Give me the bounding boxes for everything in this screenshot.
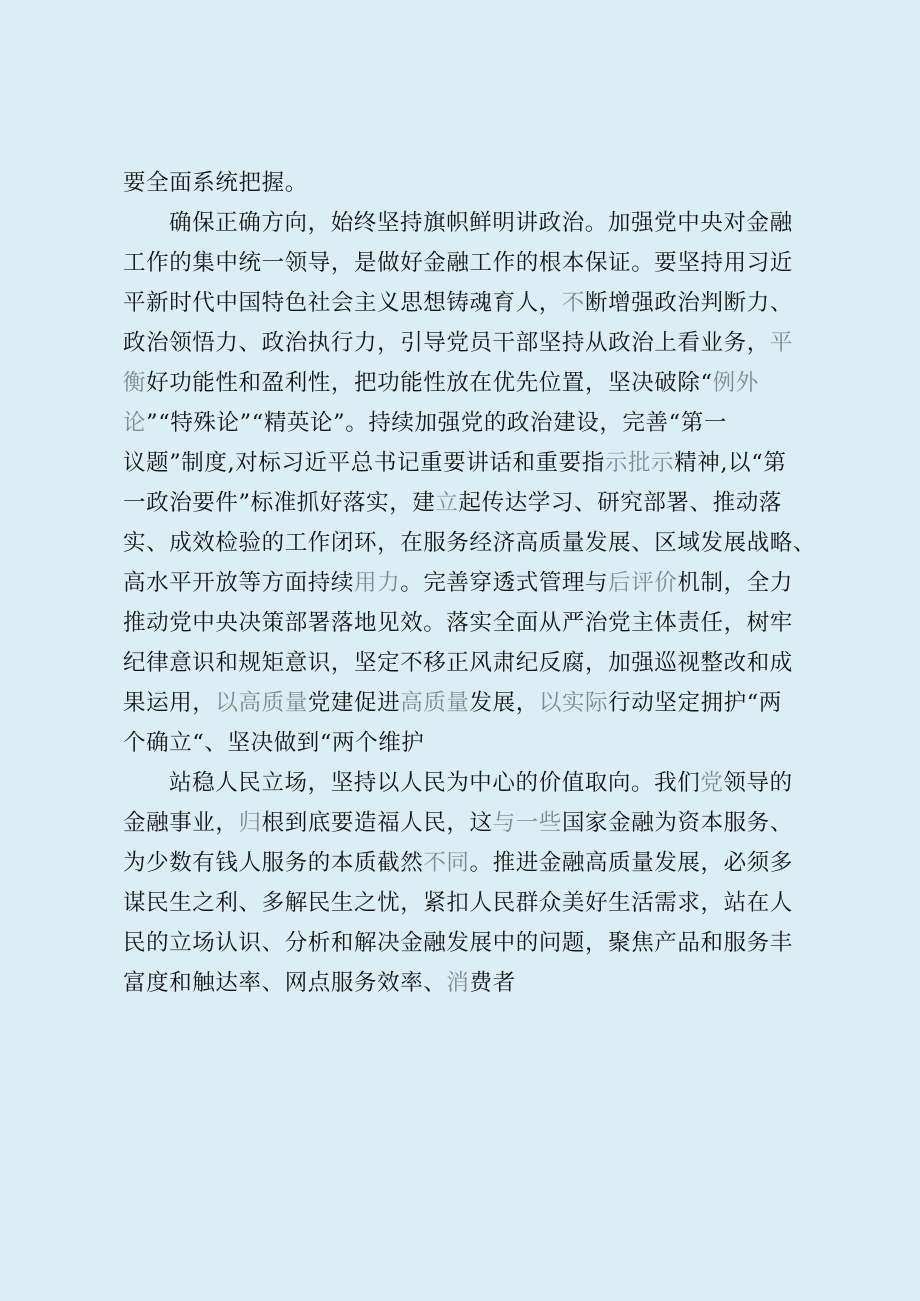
text-line	[123, 763, 803, 803]
faint-text-segment: 示批示	[604, 450, 675, 476]
text-line	[123, 203, 803, 243]
text-line	[123, 163, 803, 203]
text-segment: 纪律意识和规矩意识，坚定不移正风肃纪反腐，加强巡视整改和成	[123, 650, 793, 676]
faint-text-segment: 后评价	[608, 570, 678, 596]
text-segment: 推动党中央决策部署落地见效。落实全面从严治党主体责任，树牢	[123, 610, 793, 636]
faint-text-segment: 论	[123, 410, 147, 436]
text-segment: 民的立场认识、分析和解决金融发展中的问题，聚焦产品和服务丰	[123, 930, 793, 956]
text-line	[123, 243, 803, 283]
text-segment: 国家金融为资本服务、	[561, 810, 793, 836]
text-line	[123, 963, 803, 1003]
faint-text-segment: 与一些	[492, 810, 562, 836]
text-segment: 平新时代中国特色社会主义思想铸魂育人，	[123, 290, 562, 316]
text-line	[123, 563, 803, 603]
document-body-text	[123, 163, 817, 1003]
text-segment: 发展，	[469, 690, 539, 716]
text-segment: 确保正确方向，始终坚持旗帜鲜明讲政治。加强党中央对金融	[169, 210, 793, 236]
text-segment: 议题”制度,对标习近平总书记重要讲话和重要指	[123, 450, 605, 476]
text-segment: 一政治要件”标准抓好落实，建	[123, 490, 436, 516]
text-segment: 党建促进	[307, 690, 401, 716]
text-line	[123, 403, 803, 443]
text-segment: 工作的集中统一领导，是做好金融工作的根本保证。要坚持用习近	[123, 250, 793, 276]
text-segment: 高水平开放等方面持续	[123, 570, 355, 596]
faint-text-segment: 党	[700, 770, 724, 796]
text-line	[123, 603, 803, 643]
faint-text-segment: 衡	[123, 370, 147, 396]
text-segment: 站稳人民立场，坚持以人民为中心的价值取向。我们	[169, 770, 701, 796]
text-segment: 领导的	[723, 770, 793, 796]
faint-text-segment: 以实际	[538, 690, 609, 716]
faint-text-segment: 以高质量	[215, 690, 308, 716]
text-line	[123, 923, 803, 963]
text-line	[123, 803, 803, 843]
text-line	[123, 483, 803, 523]
faint-text-segment: 不同	[423, 850, 470, 876]
text-segment: 为少数有钱人服务的本质截然	[123, 850, 424, 876]
text-segment: 富度和触达率、网点服务效率、	[123, 970, 447, 996]
text-line	[123, 443, 803, 483]
text-segment: 起传达学习、研究部署、推动落	[458, 490, 782, 516]
text-segment: 政治领悟力、政治执行力，引导党员干部坚持从政治上看业务，	[123, 330, 770, 356]
text-segment: 根到底要造福人民，这	[261, 810, 493, 836]
text-line	[123, 523, 817, 563]
text-segment: 个确立“、坚决做到“两个维护	[123, 730, 425, 756]
faint-text-segment: 用力	[354, 570, 401, 596]
faint-text-segment: 不	[561, 290, 586, 316]
faint-text-segment: 平	[769, 330, 793, 356]
faint-text-segment: 归	[238, 810, 262, 836]
text-segment: 果运用，	[123, 690, 216, 716]
text-segment: 机制，全力	[677, 570, 793, 596]
text-segment: 精神,以“第	[674, 450, 787, 476]
text-segment: 。完善穿透式管理与	[400, 570, 609, 596]
faint-text-segment: 立	[435, 490, 459, 516]
text-segment: 行动坚定拥护“两	[608, 690, 782, 716]
text-segment: 。推进金融高质量发展，必须多	[469, 850, 793, 876]
text-line	[123, 323, 803, 363]
faint-text-segment: 高质量	[400, 690, 470, 716]
text-segment: ”“特殊论”“精英论”。持续加强党的政治建设，完善“第一	[146, 410, 727, 436]
text-line	[123, 723, 803, 763]
text-line	[123, 683, 803, 723]
text-segment: 谋民生之利、多解民生之忧，紧扣人民群众美好生活需求，站在人	[123, 890, 793, 916]
faint-text-segment: 消	[446, 970, 470, 996]
text-segment: 费者	[469, 970, 516, 996]
text-segment: 断增强政治判断力、	[585, 290, 793, 316]
text-line	[123, 843, 803, 883]
faint-text-segment: 例外	[712, 370, 759, 396]
text-line	[123, 363, 803, 403]
text-line	[123, 883, 803, 923]
text-segment: 实、成效检验的工作闭环，在服务经济高质量发展、区域发展战略、	[123, 530, 817, 556]
text-line	[123, 643, 803, 683]
text-segment: 要全面系统把握。	[123, 170, 308, 196]
text-segment: 金融事业，	[123, 810, 239, 836]
text-line	[123, 283, 803, 323]
text-segment: 好功能性和盈利性，把功能性放在优先位置，坚决破除“	[146, 370, 713, 396]
